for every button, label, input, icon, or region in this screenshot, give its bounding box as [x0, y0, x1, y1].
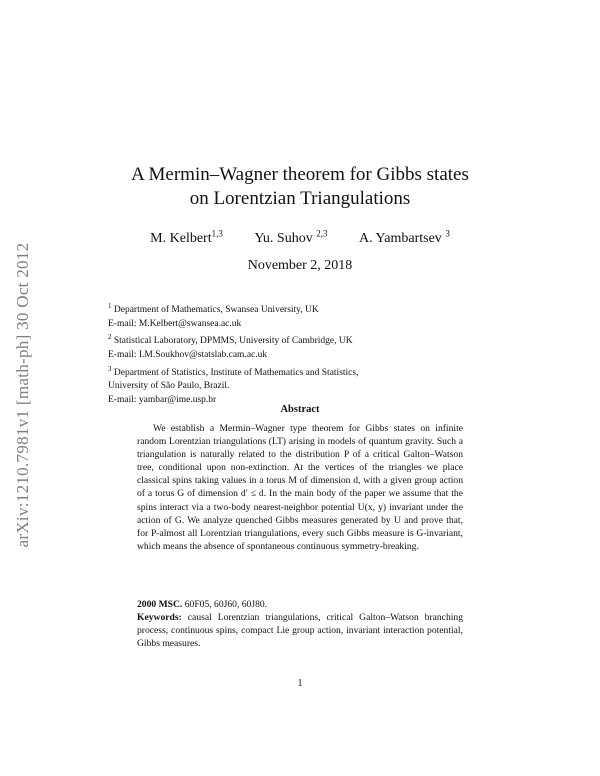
keywords-label: Keywords:	[137, 612, 182, 624]
affil-sup: 1	[108, 302, 112, 310]
abstract-heading: Abstract	[280, 404, 320, 415]
paper-date: November 2, 2018	[247, 258, 353, 273]
affiliation-line	[108, 318, 508, 332]
author-1	[150, 228, 223, 246]
affiliation-line	[108, 300, 508, 318]
affiliation-line	[108, 363, 508, 381]
msc-label: 2000 MSC.	[137, 599, 183, 610]
author-list	[0, 228, 600, 247]
msc-keywords-block	[137, 598, 463, 650]
author-name: M. Kelbert	[150, 230, 212, 246]
author-name: A. Yambartsev	[358, 230, 442, 246]
affil-sup: 2	[108, 333, 112, 342]
affil-text: Department of Statistics, Institute of Mathematics and Statistics,	[113, 367, 359, 378]
affiliation-line	[108, 380, 508, 394]
msc-codes: 60F05, 60J60, 60J80.	[184, 599, 268, 610]
affil-text: Statistical Laboratory, DPMMS, University of Cambridge, UK	[113, 336, 353, 347]
affiliation-line	[108, 331, 508, 349]
title-line-2: on Lorentzian Triangulations	[189, 188, 411, 209]
affil-sup: 3	[108, 364, 112, 373]
affil-text: Department of Mathematics, Swansea University, UK	[113, 305, 319, 316]
paper-title	[0, 163, 600, 211]
msc-line	[137, 598, 463, 611]
affiliations	[108, 300, 508, 408]
page-number: 1	[297, 678, 303, 689]
author-affil-sup: 3	[445, 228, 450, 238]
title-line-1: A Mermin–Wagner theorem for Gibbs states	[131, 164, 469, 185]
abstract-body: We establish a Mermin–Wagner type theorem for Gibbs states on infinite random Lorentzian triangulations (LT) arising in models of quantum gravity. Such a triangulation is naturally related to the distribution P of a critical Galton–Watson tree, conditional upon non-extinction. At the vertices of the triangles we place classical spins taking values in a torus M of dimension d, with a given group action of a torus G of dimension d′ ≤ d. In the main body of the paper we assume that the spins interact via a two-body nearest-neighbor potential U(x, y) invariant under the action of G. We analyze quenched Gibbs measures generated by U and prove that, for P-almost all Lorentzian triangulations, every such Gibbs measure is G-invariant, which means the absence of spontaneous continuous symmetry-breaking.	[137, 423, 463, 552]
affil-email: E-mail: I.M.Soukhov@statslab.cam.ac.uk	[108, 350, 268, 361]
author-affil-sup: 1,3	[211, 228, 223, 238]
affil-email: E-mail: M.Kelbert@swansea.ac.uk	[108, 318, 242, 329]
affiliation-line	[108, 349, 508, 363]
author-2	[254, 228, 328, 246]
affil-email: E-mail: yambar@ime.usp.br	[108, 395, 217, 406]
affil-text: University of São Paulo, Brazil.	[108, 381, 230, 392]
keywords-line	[137, 611, 463, 650]
author-3	[358, 228, 450, 246]
author-name: Yu. Suhov	[254, 230, 313, 246]
arxiv-stamp: arXiv:1210.7981v1 [math-ph] 30 Oct 2012	[13, 242, 32, 548]
keywords-text: causal Lorentzian triangulations, critical Galton–Watson branching process, continuous spins, compact Lie group action, invariant interaction potential, Gibbs measures.	[137, 612, 464, 650]
author-affil-sup: 2,3	[316, 228, 328, 238]
